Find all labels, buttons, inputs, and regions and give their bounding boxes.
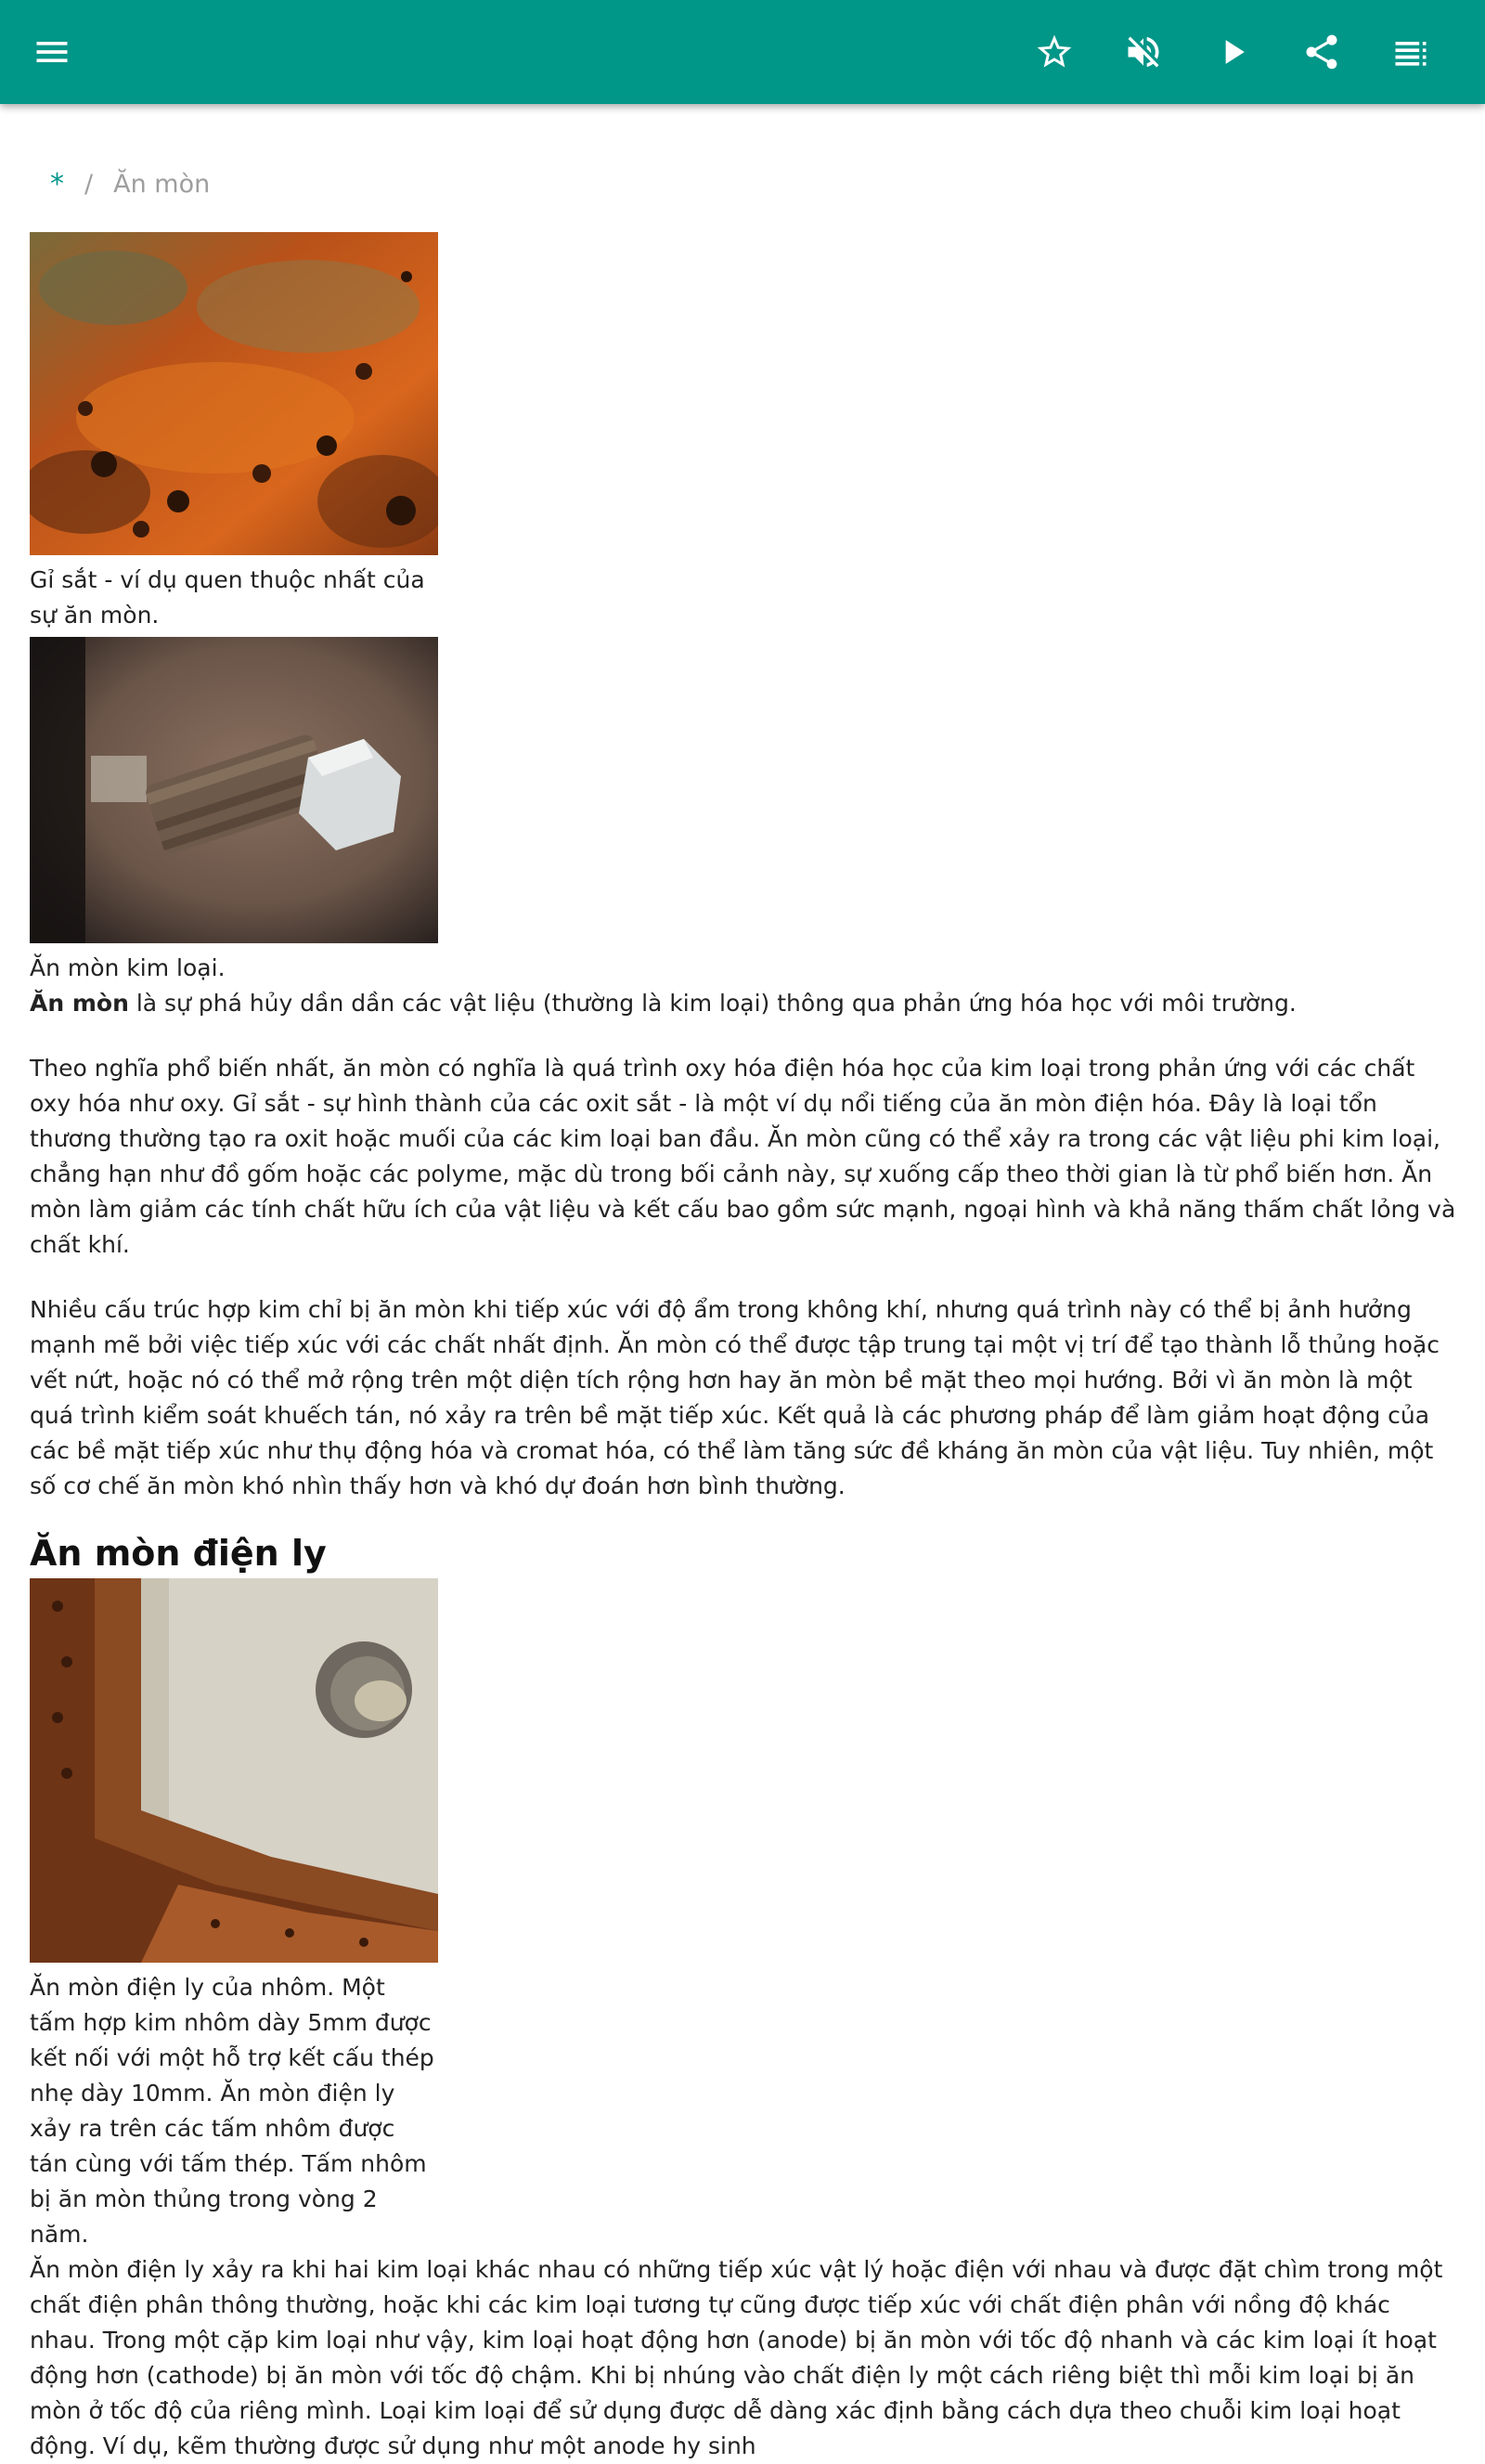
figure-galvanic-corrosion [30,1578,438,2252]
breadcrumb-home-link[interactable]: * [50,167,64,201]
rust-image[interactable] [30,232,438,555]
play-button[interactable] [1195,15,1270,89]
paragraph: Nhiều cấu trúc hợp kim chỉ bị ăn mòn khi tiếp xúc với độ ẩm trong không khí, nhưng quá trình này có thể bị ảnh hưởng mạnh mẽ bởi việc tiếp xúc với các chất nhất định. Ăn mòn có thể được tập trung tại một vị trí để tạo thành lỗ thủng hoặc vết nứt, hoặc nó có thể mở rộng trên một diện tích rộng hơn hay ăn mòn bề mặt theo mọi hướng. Bởi vì ăn mòn là một quá trình kiểm soát khuếch tán, nó xảy ra trên bề mặt tiếp xúc. Kết quả là các phương pháp để làm giảm hoạt động của các bề mặt tiếp xúc như thụ động hóa và cromat hóa, có thể làm tăng sức đề kháng ăn mòn của vật liệu. Tuy nhiên, một số cơ chế ăn mòn khó nhìn thấy hơn và khó dự đoán hơn bình thường. [30,1296,1440,1499]
volume-off-icon [1123,32,1164,72]
intro-text: là sự phá hủy dần dần các vật liệu (thường là kim loại) thông qua phản ứng hóa học với môi trường. [128,990,1297,1017]
figure-caption: Ăn mòn điện ly của nhôm. Một tấm hợp kim nhôm dày 5mm được kết nối với một hỗ trợ kết cấu thép nhẹ dày 10mm. Ăn mòn điện ly xảy ra trên các tấm nhôm được tán cùng với tấm thép. Tấm nhôm bị ăn mòn thủng trong vòng 2 năm. [30,1974,434,2248]
bolt-image[interactable] [30,637,438,943]
figure-bolt [30,637,438,986]
menu-button[interactable] [15,15,89,89]
section-heading: Ăn mòn điện ly [30,1533,327,1574]
menu-icon [32,32,72,72]
intro-paragraph [30,986,1459,1021]
star-outline-icon [1034,32,1075,72]
app-bar [0,0,1485,104]
breadcrumb-separator: / [84,169,94,199]
table-of-contents-button[interactable] [1374,15,1448,89]
galvanic-image[interactable] [30,1578,438,1963]
share-button[interactable] [1285,15,1359,89]
mute-button[interactable] [1106,15,1181,89]
paragraph: Theo nghĩa phổ biến nhất, ăn mòn có nghĩa là quá trình oxy hóa điện hóa học của kim loại trong phản ứng với các chất oxy hóa như oxy. Gỉ sắt - sự hình thành của các oxit sắt - là một ví dụ nổi tiếng của ăn mòn điện hóa. Đây là loại tổn thương thường tạo ra oxit hoặc muối của các kim loại ban đầu. Ăn mòn cũng có thể xảy ra trong các vật liệu phi kim loại, chẳng hạn như đồ gốm hoặc các polyme, mặc dù trong bối cảnh này, sự xuống cấp theo thời gian là từ phổ biến hơn. Ăn mòn làm giảm các tính chất hữu ích của vật liệu và kết cấu bao gồm sức mạnh, ngoại hình và khả năng thấm chất lỏng và chất khí. [30,1055,1456,1258]
share-icon [1301,32,1342,72]
breadcrumb [30,165,1459,202]
figure-rust [30,232,438,633]
figure-caption: Gỉ sắt - ví dụ quen thuộc nhất của sự ăn mòn. [30,566,425,629]
playlist-icon [1390,32,1431,72]
article-content [30,104,1459,2464]
paragraph: Ăn mòn điện ly xảy ra khi hai kim loại khác nhau có những tiếp xúc vật lý hoặc điện với nhau và được đặt chìm trong một chất điện phân thông thường, hoặc khi các kim loại tương tự cũng được tiếp xúc với chất điện phân với nồng độ khác nhau. Trong một cặp kim loại như vậy, kim loại hoạt động hơn (anode) bị ăn mòn với tốc độ nhanh và các kim loại ít hoạt động hơn (cathode) bị ăn mòn với tốc độ chậm. Khi bị nhúng vào chất điện ly một cách riêng biệt thì mỗi kim loại bị ăn mòn ở tốc độ của riêng mình. Loại kim loại để sử dụng được dễ dàng xác định bằng cách dựa theo chuỗi kim loại hoạt động. Ví dụ, kẽm thường được sử dụng như một anode hy sinh [30,2256,1443,2459]
intro-term: Ăn mòn [30,990,129,1017]
favorite-button[interactable] [1017,15,1091,89]
breadcrumb-current: Ăn mòn [113,169,211,199]
figure-caption: Ăn mòn kim loại. [30,954,226,981]
play-icon [1212,32,1253,72]
